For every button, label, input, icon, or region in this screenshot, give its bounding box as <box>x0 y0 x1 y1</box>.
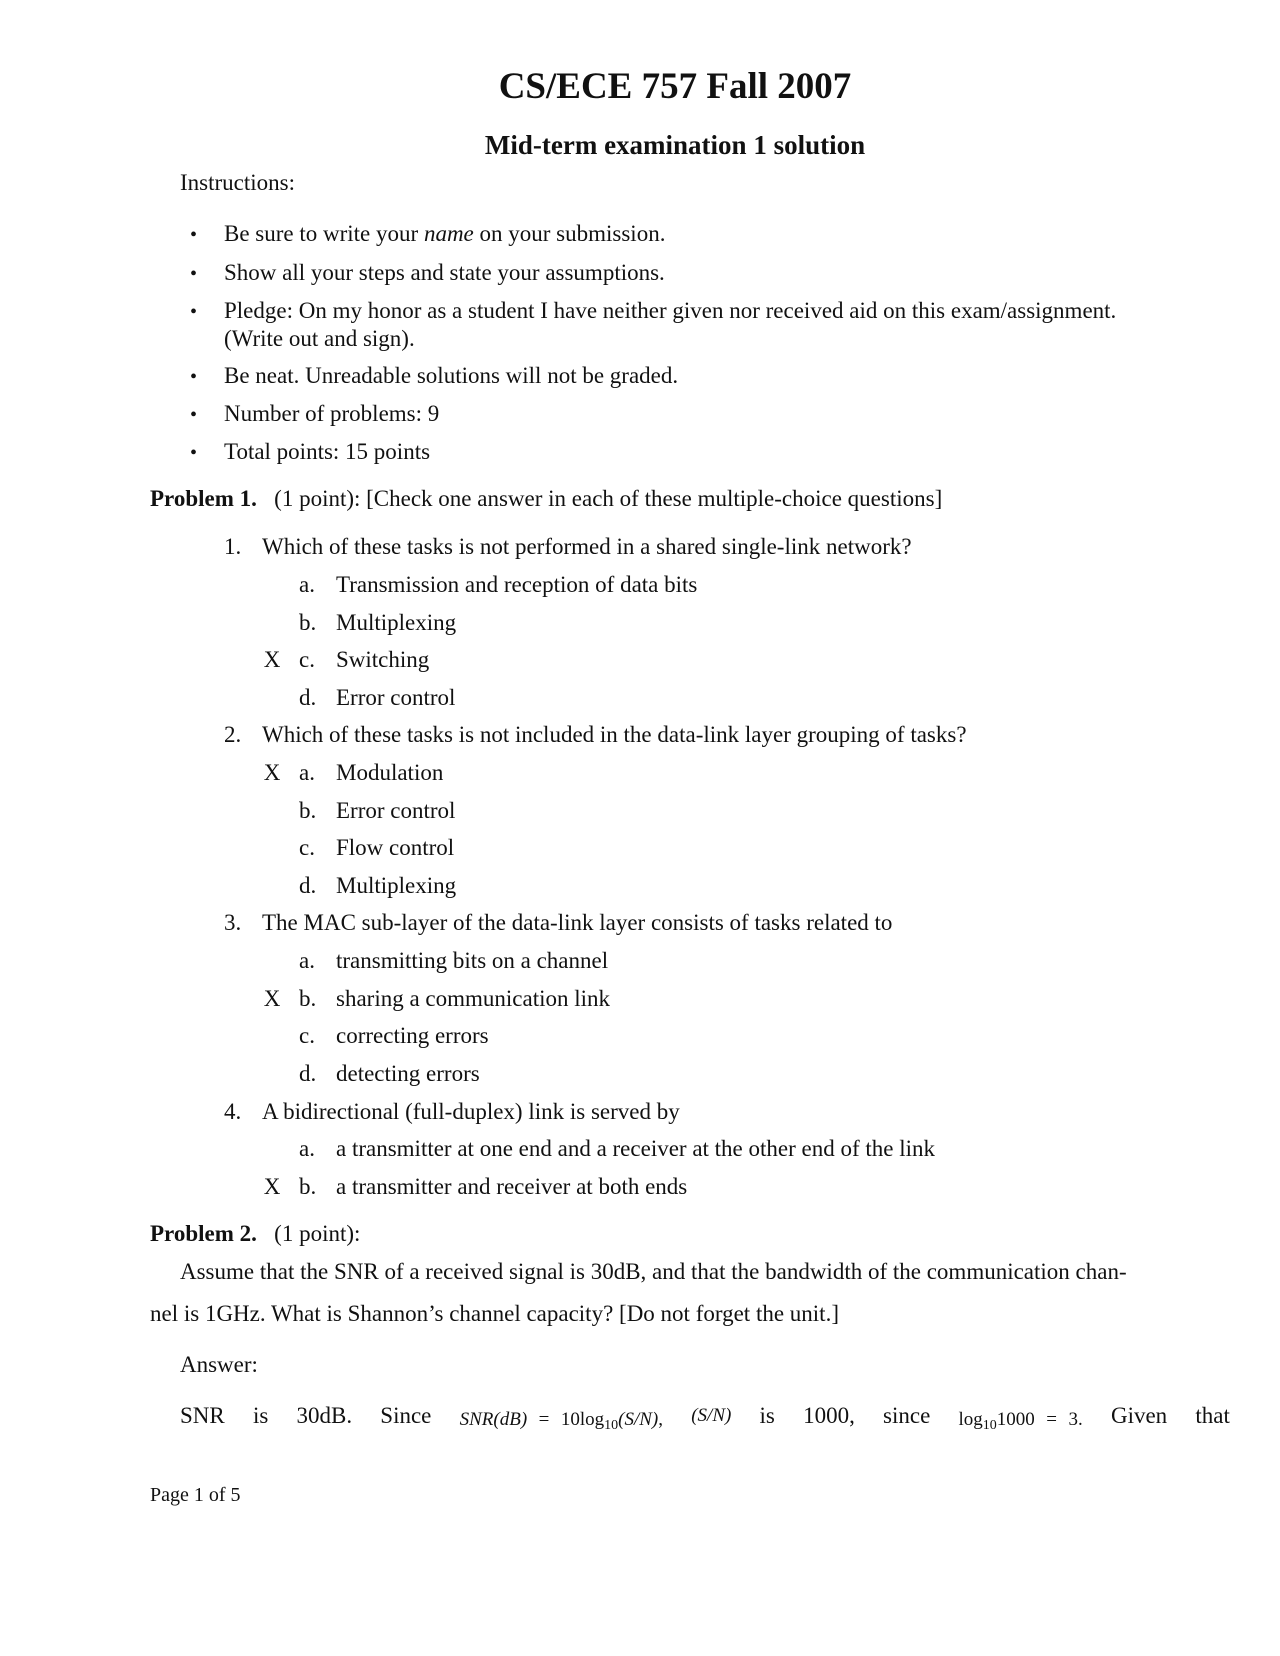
answer-word: Given <box>1110 1403 1168 1428</box>
option-text: a transmitter and receiver at both ends <box>336 1174 688 1199</box>
bullet-icon: • <box>190 366 198 388</box>
equation-comma: , <box>658 1409 664 1430</box>
question-text: A bidirectional (full-duplex) link is served by <box>262 1099 680 1124</box>
option-letter: b. <box>299 986 317 1011</box>
option-text: a transmitter at one end and a receiver at the other end of the link <box>336 1136 936 1161</box>
answer-word: 1000, <box>803 1403 855 1428</box>
answer-line <box>180 1403 1230 1433</box>
option-letter: b. <box>299 798 317 823</box>
equation-equals: = <box>1046 1409 1057 1430</box>
page-number: Page 1 of 5 <box>150 1484 241 1506</box>
answer-word: is <box>759 1403 775 1428</box>
option-text: Modulation <box>336 760 444 785</box>
option-letter: d. <box>299 873 317 898</box>
option-letter: c. <box>299 647 315 672</box>
equation-argument: (S/N) <box>618 1409 659 1430</box>
option-text: transmitting bits on a channel <box>336 948 609 973</box>
option-letter: a. <box>299 1136 315 1161</box>
option-letter: b. <box>299 610 317 635</box>
option-text: Transmission and reception of data bits <box>336 572 698 597</box>
option-text: Multiplexing <box>336 873 457 898</box>
option-letter: d. <box>299 685 317 710</box>
question-text: The MAC sub-layer of the data-link layer consists of tasks related to <box>262 910 893 935</box>
option-text: correcting errors <box>336 1023 489 1048</box>
answer-word: 30dB. <box>296 1403 353 1428</box>
question-text: Which of these tasks is not included in the data-link layer grouping of tasks? <box>262 722 967 747</box>
answer-check-mark: X <box>263 986 281 1011</box>
instruction-item: Total points: 15 points <box>224 439 431 464</box>
option-text: Error control <box>336 798 456 823</box>
answer-word: is <box>252 1403 269 1428</box>
answer-word: SNR <box>180 1403 225 1428</box>
option-letter: b. <box>299 1174 317 1199</box>
instruction-item: Be neat. Unreadable solutions will not be graded. <box>224 363 679 388</box>
equation-log-base: 10 <box>982 1418 997 1433</box>
option-text: Error control <box>336 685 456 710</box>
equation-equals: = <box>538 1409 550 1430</box>
instruction-item: Number of problems: 9 <box>224 401 440 426</box>
instruction-item: Be sure to write your name on your submission. <box>224 221 666 246</box>
option-letter: a. <box>299 948 315 973</box>
problem-points: (1 point): [Check one answer in each of these multiple-choice questions] <box>274 486 943 511</box>
equation-log: 10log <box>560 1409 605 1430</box>
answer-check-mark: X <box>263 647 281 672</box>
document-subtitle: Mid-term examination 1 solution <box>484 130 866 160</box>
answer-word: Since <box>380 1403 432 1428</box>
bullet-icon: • <box>190 224 198 246</box>
document-title: CS/ECE 757 Fall 2007 <box>498 66 852 107</box>
instruction-item: Pledge: On my honor as a student I have neither given nor received aid on this exam/assignment. <box>224 298 1117 323</box>
instruction-item: Show all your steps and state your assumptions. <box>224 260 665 285</box>
equation-value: 3 <box>1068 1409 1078 1430</box>
option-text: Multiplexing <box>336 610 457 635</box>
option-text: sharing a communication link <box>336 986 611 1011</box>
bullet-icon: • <box>190 442 198 464</box>
equation-period: . <box>1078 1409 1083 1430</box>
option-letter: c. <box>299 1023 315 1048</box>
problem-2-heading <box>150 1222 360 1245</box>
question-number: 2. <box>224 722 242 747</box>
problem-label: Problem 2. <box>150 1221 257 1246</box>
problem-label: Problem 1. <box>150 486 257 511</box>
question-number: 1. <box>224 534 242 559</box>
option-text: Switching <box>336 647 430 672</box>
question-number: 3. <box>224 910 242 935</box>
snr-db-equation <box>459 1404 664 1433</box>
answer-word: that <box>1195 1403 1230 1428</box>
problem-points: (1 point): <box>274 1221 361 1246</box>
equation-argument: 1000 <box>996 1409 1035 1430</box>
instruction-item-continued: (Write out and sign). <box>224 326 415 351</box>
problem-2-question-line-1: Assume that the SNR of a received signal is 30dB, and that the bandwidth of the communication chan- <box>180 1259 1127 1284</box>
instructions-label: Instructions: <box>180 170 295 195</box>
answer-check-mark: X <box>263 760 281 785</box>
question-text: Which of these tasks is not performed in a shared single-link network? <box>262 534 912 559</box>
option-letter: c. <box>299 835 315 860</box>
bullet-icon: • <box>190 404 198 426</box>
equation-log-base: 10 <box>604 1418 619 1433</box>
problem-1-heading <box>150 487 942 510</box>
bullet-icon: • <box>190 263 198 285</box>
answer-check-mark: X <box>263 1174 281 1199</box>
equation-log: log <box>958 1409 983 1430</box>
bullet-icon: • <box>190 301 198 323</box>
question-number: 4. <box>224 1099 242 1124</box>
signal-noise-ratio: (S/N) <box>691 1405 732 1426</box>
answer-label: Answer: <box>180 1352 258 1377</box>
option-text: detecting errors <box>336 1061 480 1086</box>
answer-word: since <box>883 1403 931 1428</box>
option-letter: d. <box>299 1061 317 1086</box>
option-text: Flow control <box>336 835 455 860</box>
equation-lhs: SNR(dB) <box>459 1409 528 1430</box>
log-equation <box>958 1404 1083 1433</box>
option-letter: a. <box>299 760 315 785</box>
option-letter: a. <box>299 572 315 597</box>
problem-2-question-line-2: nel is 1GHz. What is Shannon’s channel capacity? [Do not forget the unit.] <box>150 1301 839 1326</box>
